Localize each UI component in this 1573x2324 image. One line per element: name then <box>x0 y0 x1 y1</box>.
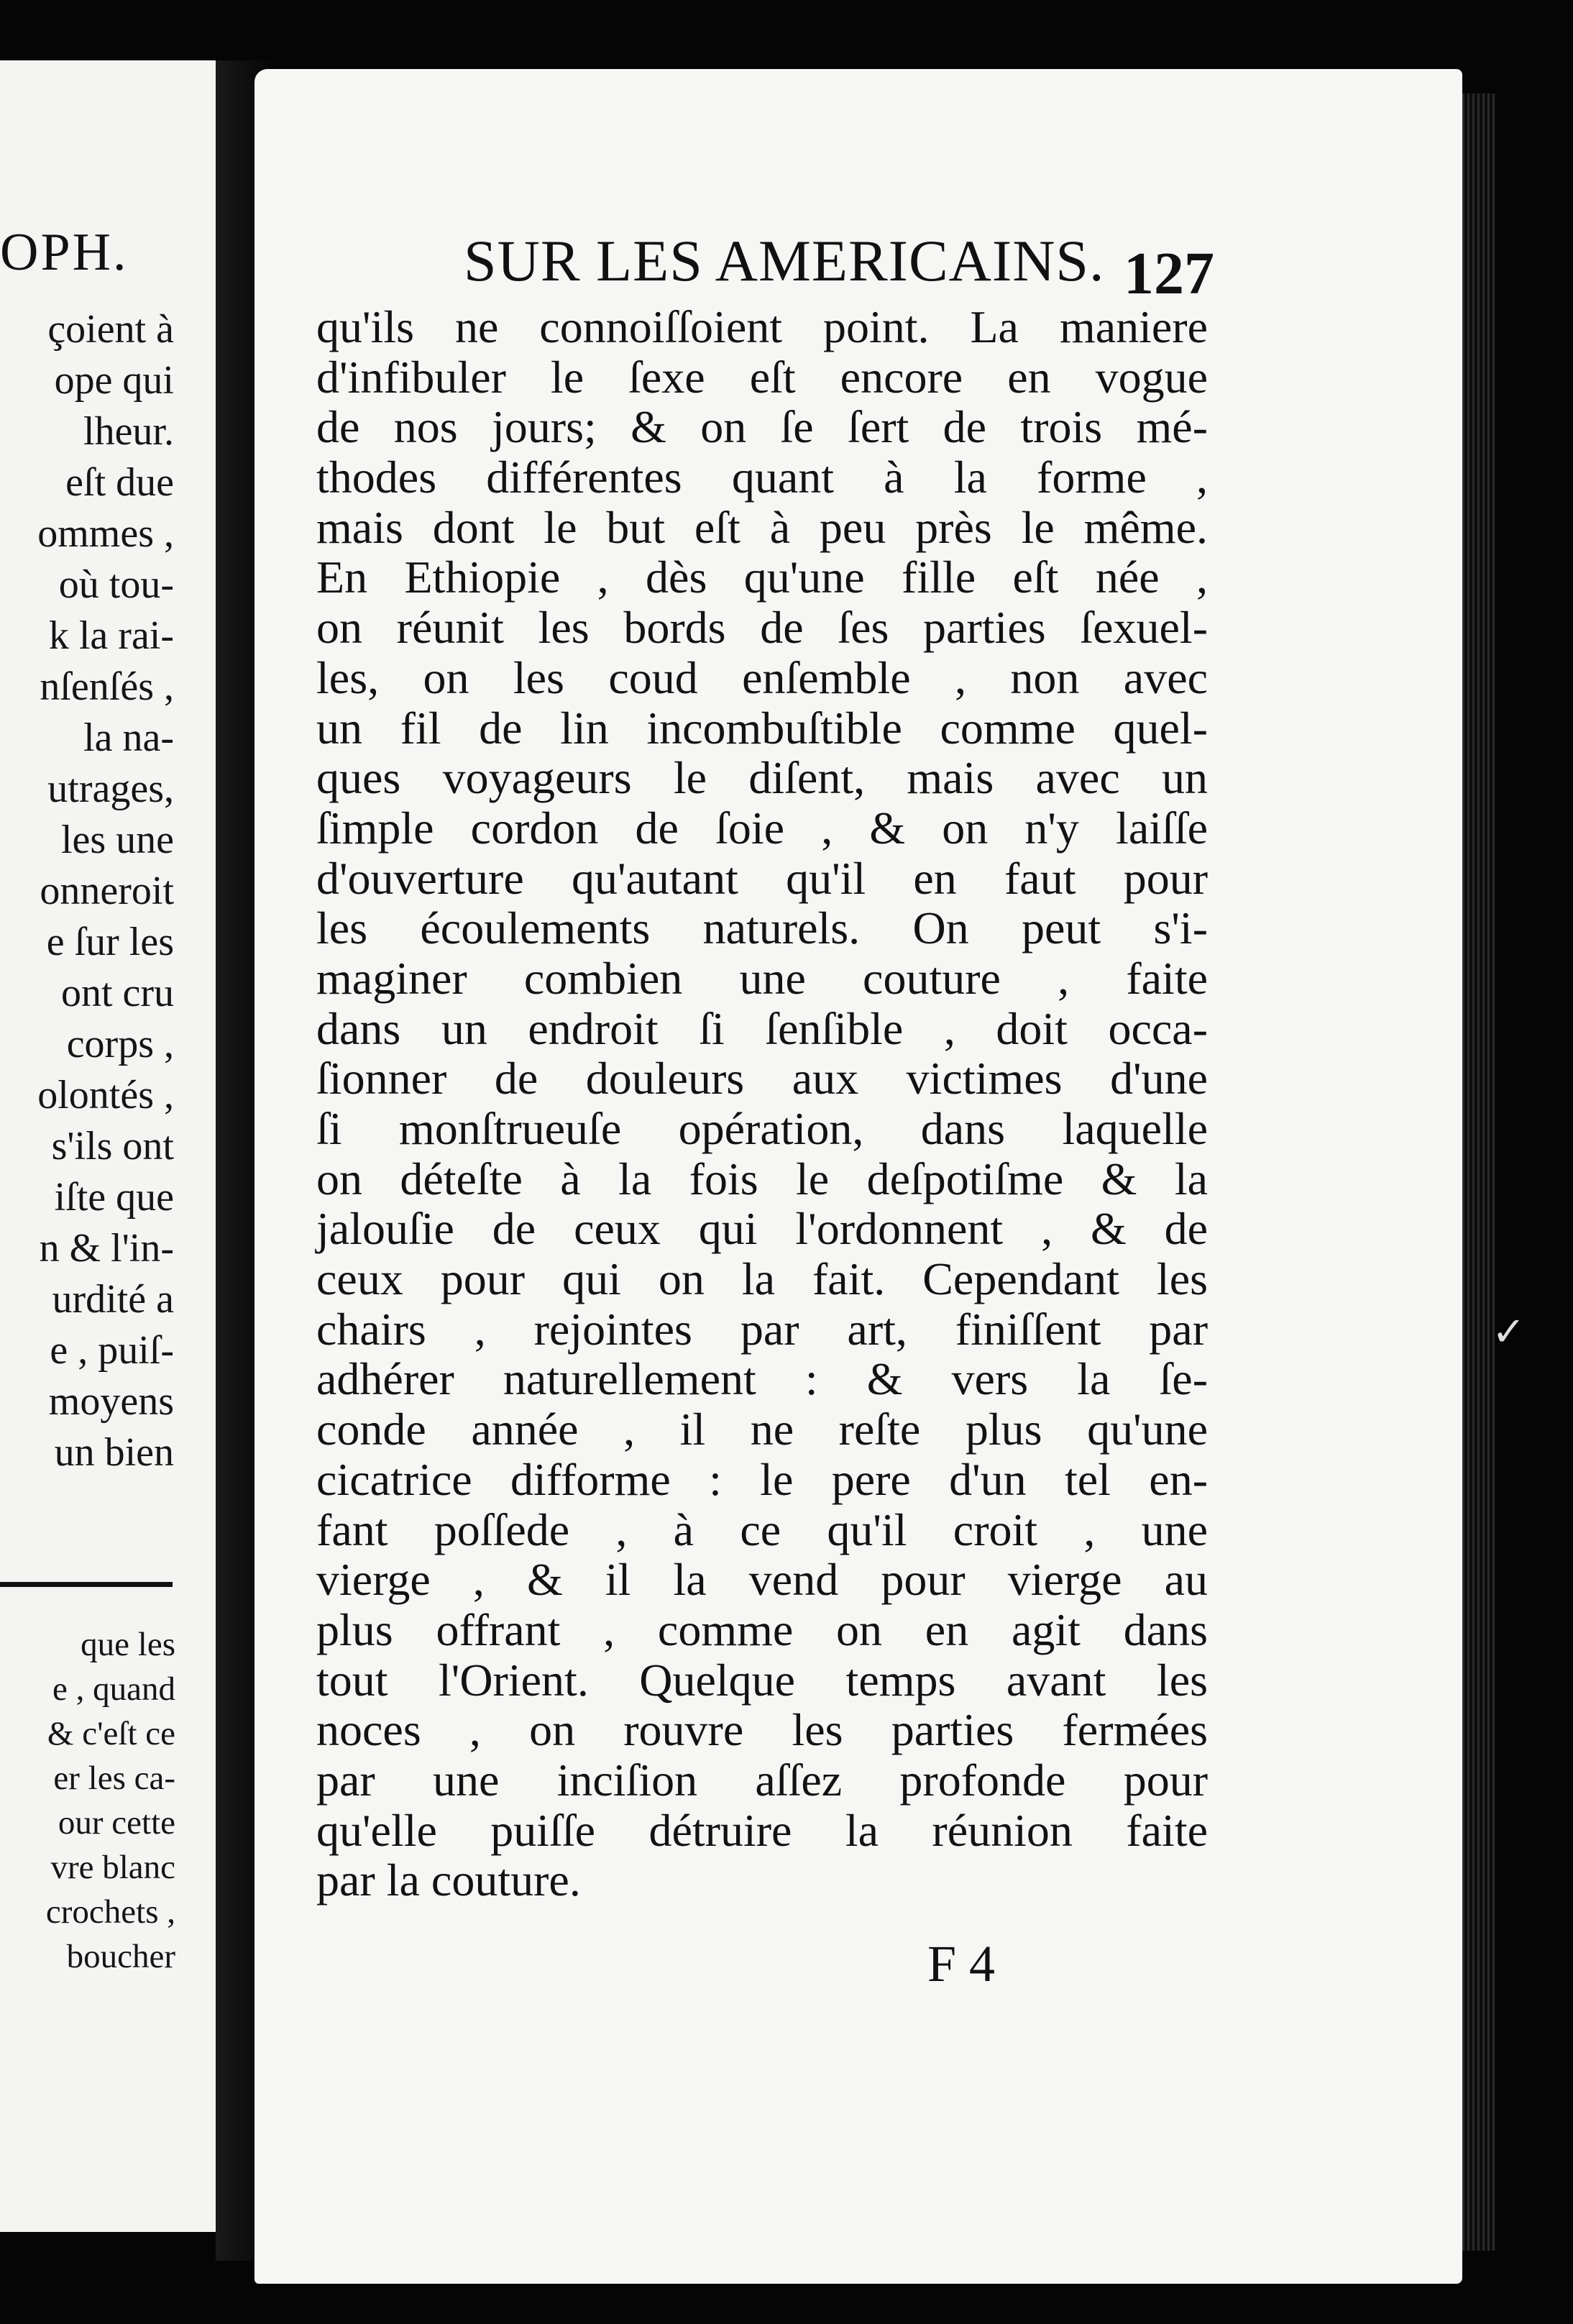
text-line: adhérer naturellement : & vers la ſe- <box>316 1353 1208 1405</box>
left-footnote-line: & c'eſt ce <box>47 1715 175 1752</box>
signature-mark: F 4 <box>927 1935 996 1993</box>
text-line: qu'elle puiſſe détruire la réunion faite <box>316 1804 1208 1856</box>
page-number: 127 <box>1124 240 1214 307</box>
left-text-line: les une <box>60 818 174 862</box>
left-text-line: corps , <box>66 1022 174 1066</box>
text-line: les, on les coud enſemble , non avec <box>316 651 1208 703</box>
footnote-rule <box>0 1582 173 1587</box>
left-text-line: où tou- <box>58 562 174 607</box>
text-line: chairs , rejointes par art, finiſſent par <box>316 1303 1208 1355</box>
left-page <box>0 60 227 2232</box>
text-line: maginer combien une couture , faite <box>316 952 1208 1004</box>
text-line: on réunit les bords de ſes parties ſexuel- <box>316 602 1208 654</box>
left-text-line: nſenſés , <box>40 664 174 709</box>
text-line: fant poſſede , à ce qu'il croit , une <box>316 1504 1208 1555</box>
text-line: thodes différentes quant à la forme , <box>316 452 1208 503</box>
text-line: mais dont le but eſt à peu près le même. <box>316 501 1208 553</box>
text-line: tout l'Orient. Quelque temps avant les <box>316 1654 1208 1706</box>
left-text-line: iſte que <box>54 1175 174 1220</box>
left-text-line: e ſur les <box>46 920 174 964</box>
text-line: ſi monſtrueuſe opération, dans laquelle <box>316 1103 1208 1154</box>
text-line: un fil de lin incombuſtible comme quel- <box>316 702 1208 754</box>
text-line: on déteſte à la fois le deſpotiſme & la <box>316 1153 1208 1204</box>
text-line: par la couture. <box>316 1854 581 1906</box>
left-text-line: un bien <box>54 1430 174 1475</box>
text-line: jalouſie de ceux qui l'ordonnent , & de <box>316 1203 1208 1255</box>
left-footnote-line: que les <box>81 1626 175 1663</box>
left-text-line: utrages, <box>47 767 174 811</box>
text-line: En Ethiopie , dès qu'une fille eſt née , <box>316 552 1208 603</box>
text-line: par une inciſion aſſez profonde pour <box>316 1754 1208 1806</box>
text-line: ques voyageurs le diſent, mais avec un <box>316 752 1208 804</box>
text-line: les écoulements naturels. On peut s'i- <box>316 902 1208 954</box>
text-line: plus offrant , comme on en agit dans <box>316 1604 1208 1655</box>
left-running-head: OPH. <box>0 223 129 282</box>
text-line: cicatrice difforme : le pere d'un tel en- <box>316 1453 1208 1505</box>
left-text-line: lheur. <box>83 409 174 454</box>
text-line: ſionner de douleurs aux victimes d'une <box>316 1053 1208 1104</box>
left-footnote-line: er les ca- <box>53 1760 175 1797</box>
left-text-line: e , puiſ- <box>50 1328 174 1373</box>
text-line: ceux pour qui on la fait. Cependant les <box>316 1253 1208 1305</box>
text-line: conde année , il ne reſte plus qu'une <box>316 1404 1208 1455</box>
left-text-line: la na- <box>83 715 174 760</box>
left-footnote-line: our cette <box>58 1804 175 1842</box>
text-line: dans un endroit ſi ſenſible , doit occa- <box>316 1002 1208 1054</box>
text-line: qu'ils ne connoiſſoient point. La maniere <box>316 301 1208 352</box>
running-head: SUR LES AMERICAINS. <box>464 228 1105 293</box>
left-text-line: k la rai- <box>48 613 174 658</box>
left-footnote-line: e , quand <box>52 1670 175 1708</box>
left-text-line: s'ils ont <box>51 1124 174 1168</box>
margin-mark: ✓ <box>1492 1310 1526 1355</box>
text-line: noces , on rouvre les parties fermées <box>316 1704 1208 1756</box>
left-text-line: çoient à <box>47 307 174 352</box>
text-line: d'ouverture qu'autant qu'il en faut pour <box>316 852 1208 904</box>
left-text-line: olontés , <box>37 1073 174 1117</box>
left-text-line: onneroit <box>40 869 174 913</box>
left-text-line: urdité a <box>52 1277 174 1322</box>
left-text-line: eſt due <box>65 460 174 505</box>
left-text-line: ommes , <box>37 511 174 556</box>
left-footnote-line: vre blanc <box>50 1849 175 1886</box>
left-footnote-line: crochets , <box>45 1893 175 1931</box>
left-text-line: moyens <box>48 1379 174 1424</box>
left-text-line: ont cru <box>60 971 174 1015</box>
text-line: vierge , & il la vend pour vierge au <box>316 1554 1208 1606</box>
left-text-line: ope qui <box>54 358 174 403</box>
text-line: d'infibuler le ſexe eſt encore en vogue <box>316 351 1208 403</box>
left-footnote-line: boucher <box>66 1938 175 1975</box>
body-text <box>316 302 1208 1906</box>
left-text-line: n & l'in- <box>39 1226 174 1271</box>
text-line: ſimple cordon de ſoie , & on n'y laiſſe <box>316 802 1208 854</box>
text-line: de nos jours; & on ſe ſert de trois mé- <box>316 401 1208 453</box>
